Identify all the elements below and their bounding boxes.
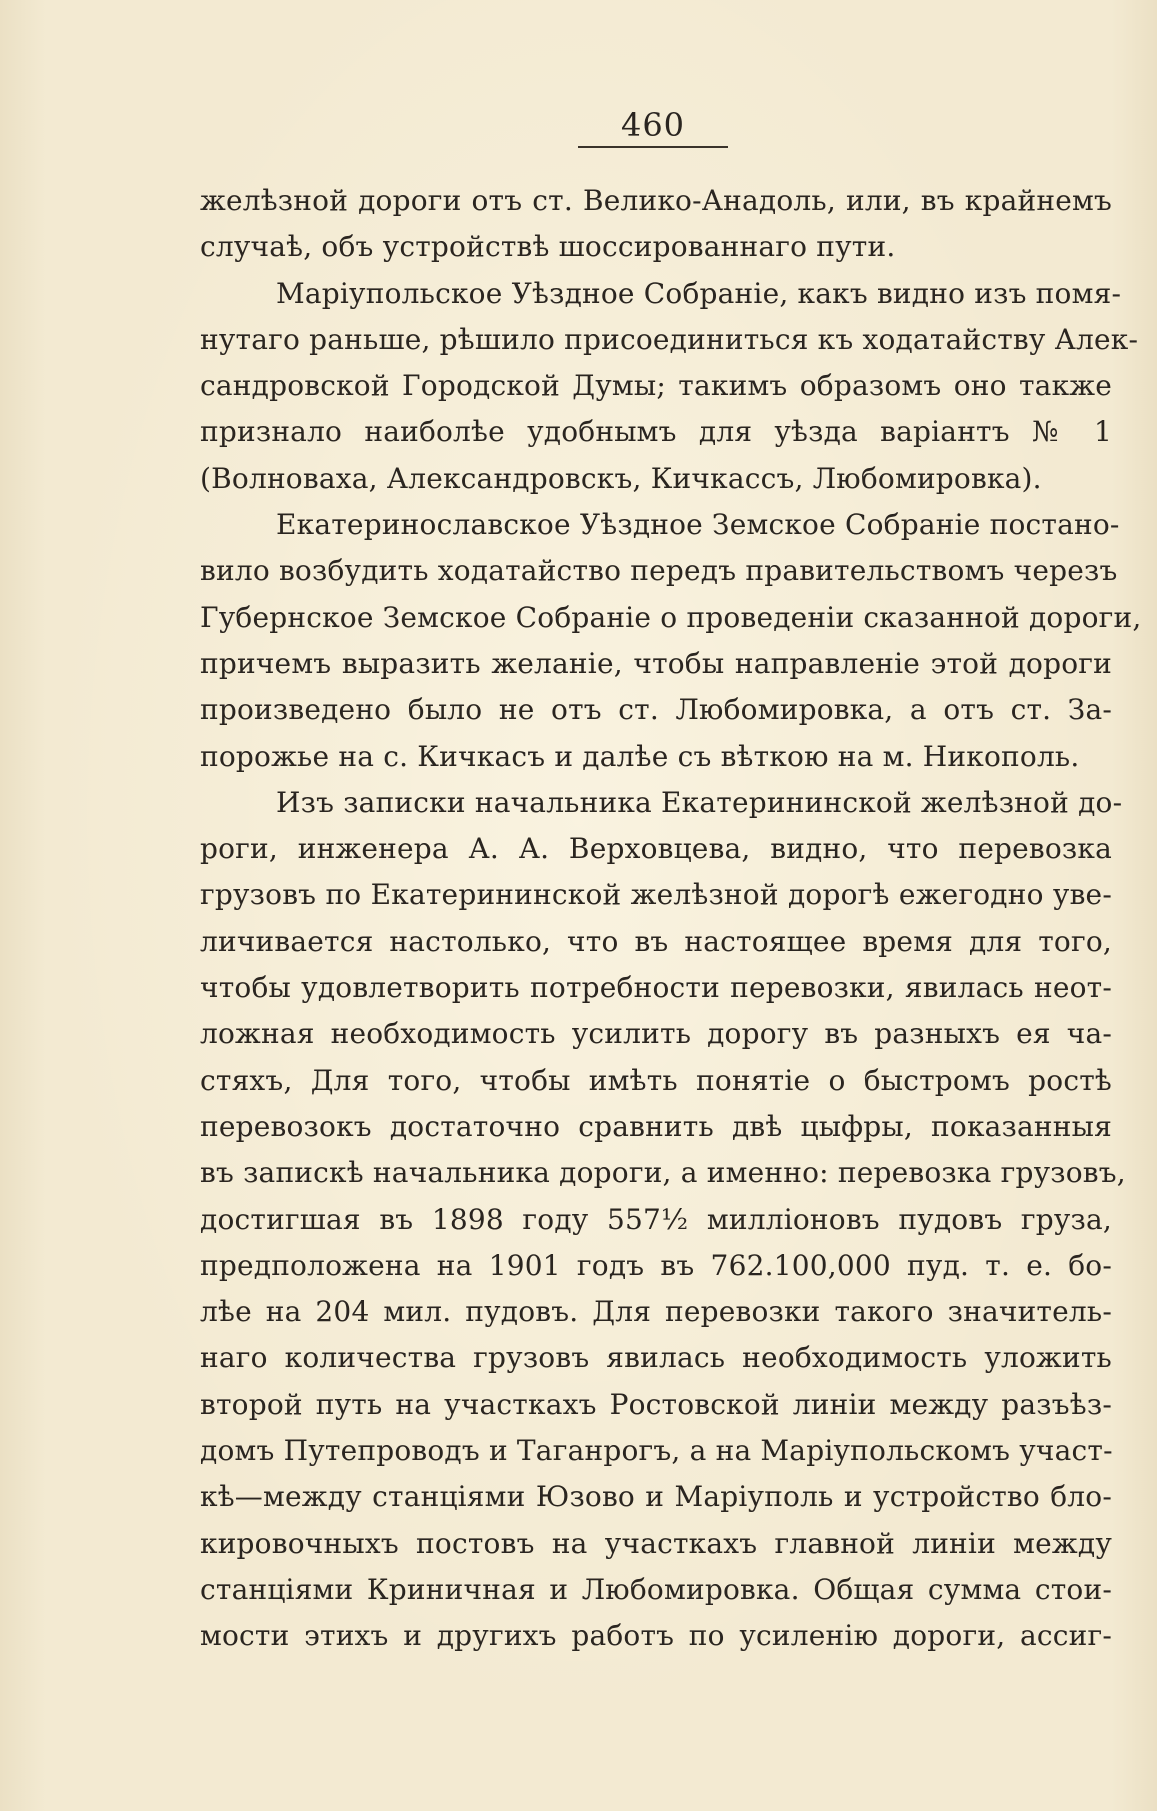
text-line: мости этихъ и другихъ работъ по усиленію дороги, ассиг-: [200, 1619, 1112, 1653]
page-number-rule: [578, 146, 728, 148]
text-line: предположена на 1901 годъ въ 762.100,000 пуд. т. е. бо-: [200, 1248, 1112, 1282]
text-line: роги, инженера А. А. Верховцева, видно, что перевозка: [200, 832, 1112, 866]
text-line: кѣ—между станціями Юзово и Маріуполь и устройство бло-: [200, 1480, 1112, 1514]
text-line: вило возбудить ходатайство передъ правительствомъ черезъ: [200, 554, 1118, 588]
text-line: порожье на с. Кичкасъ и далѣе съ вѣткою на м. Никополь.: [200, 739, 1080, 773]
body-text: [200, 178, 1142, 1660]
text-line: произведено было не отъ ст. Любомировка, а отъ ст. За-: [200, 693, 1112, 727]
text-line: ложная необходимость усилить дорогу въ разныхъ ея ча-: [200, 1017, 1112, 1051]
text-line: перевозокъ достаточно сравнить двѣ цыфры, показанныя: [200, 1109, 1112, 1143]
text-line: сандровской Городской Думы; такимъ образомъ оно также: [200, 369, 1112, 403]
text-line: признало наиболѣе удобнымъ для уѣзда варіантъ № 1: [200, 415, 1112, 449]
text-line: наго количества грузовъ явилась необходимость уложить: [200, 1341, 1112, 1375]
text-line: причемъ выразить желаніе, чтобы направленіе этой дороги: [200, 646, 1112, 680]
text-line: личивается настолько, что въ настоящее время для того,: [200, 924, 1112, 958]
page-number: 460: [620, 106, 686, 144]
text-line: случаѣ, объ устройствѣ шоссированнаго пути.: [200, 230, 896, 264]
text-line: чтобы удовлетворить потребности перевозки, явилась неот-: [200, 971, 1112, 1005]
text-line: Маріупольское Уѣздное Собраніе, какъ видно изъ помя-: [276, 276, 1122, 310]
text-line: Изъ записки начальника Екатерининской желѣзной до-: [276, 785, 1123, 819]
text-line: Губернское Земское Собраніе о проведеніи сказанной дороги,: [200, 600, 1142, 634]
text-line: въ запискѣ начальника дороги, а именно: перевозка грузовъ,: [200, 1156, 1126, 1190]
text-line: домъ Путепроводъ и Таганрогъ, а на Маріупольскомъ участ-: [200, 1434, 1113, 1468]
text-line: второй путь на участкахъ Ростовской линіи между разъѣз-: [200, 1387, 1112, 1421]
text-line: станціями Криничная и Любомировка. Общая сумма стои-: [200, 1572, 1112, 1606]
text-line: достигшая въ 1898 году 557½ милліоновъ пудовъ груза,: [200, 1202, 1112, 1236]
text-line: стяхъ, Для того, чтобы имѣть понятіе о быстромъ ростѣ: [200, 1063, 1112, 1097]
text-line: грузовъ по Екатерининской желѣзной дорогѣ ежегодно уве-: [200, 878, 1112, 912]
text-line: нутаго раньше, рѣшило присоединиться къ ходатайству Алек-: [200, 322, 1139, 356]
text-line: желѣзной дороги отъ ст. Велико-Анадоль, или, въ крайнемъ: [200, 184, 1112, 217]
text-line: Екатеринославское Уѣздное Земское Собраніе постано-: [276, 508, 1120, 542]
text-line: (Волноваха, Александровскъ, Кичкассъ, Любомировка).: [200, 461, 1042, 495]
text-line: кировочныхъ постовъ на участкахъ главной линіи между: [200, 1526, 1112, 1560]
text-line: лѣе на 204 мил. пудовъ. Для перевозки такого значитель-: [200, 1295, 1112, 1329]
